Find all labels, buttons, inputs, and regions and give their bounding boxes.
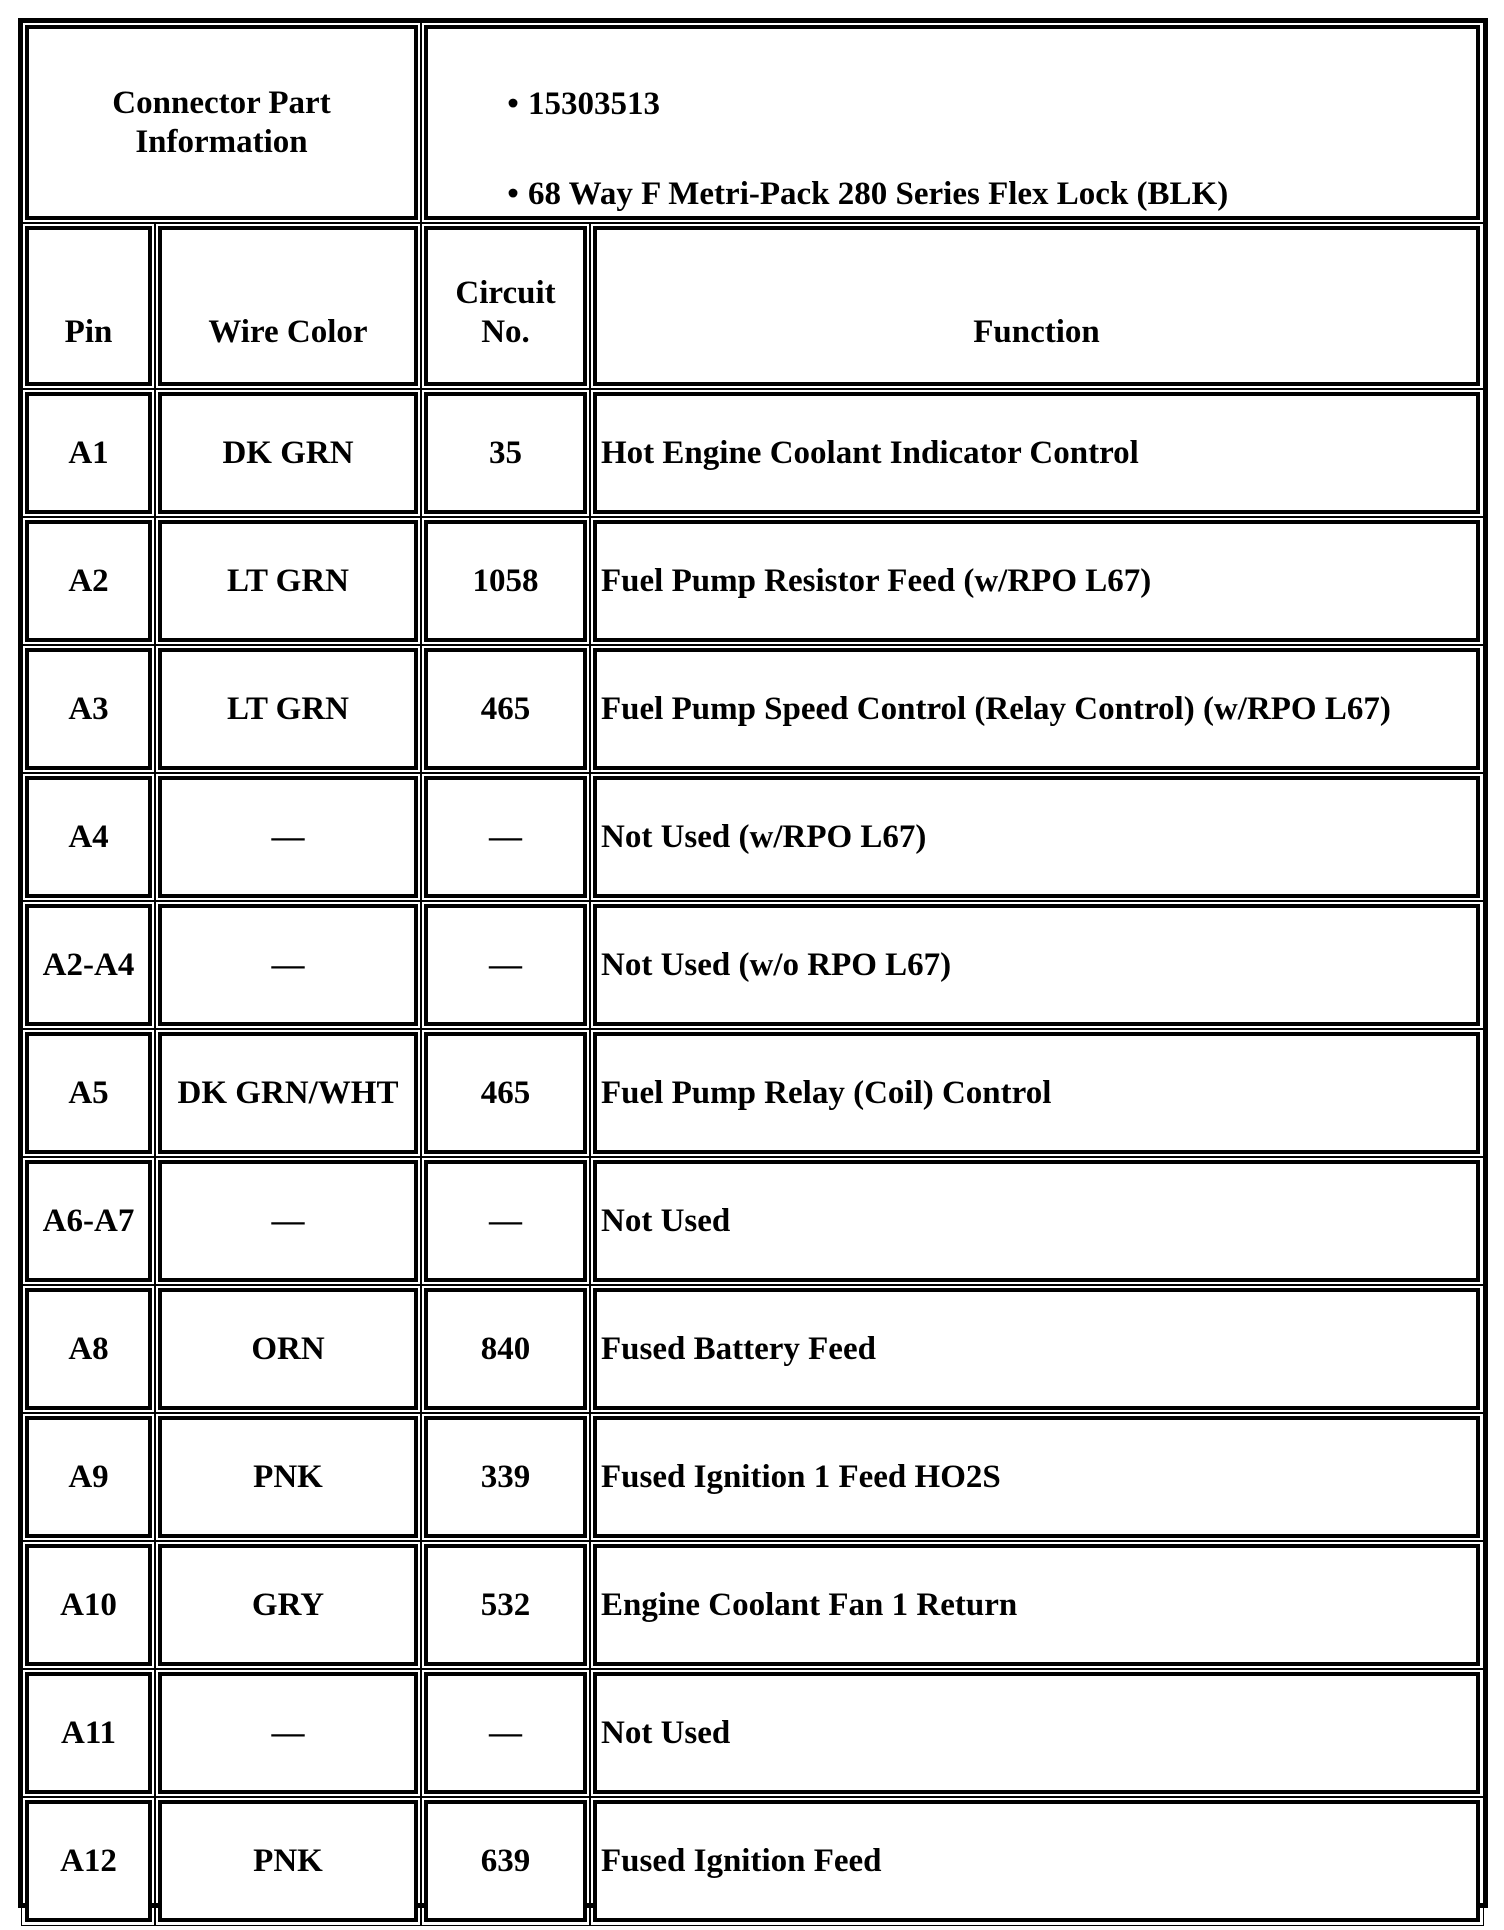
wire-color-text: — <box>271 946 305 983</box>
cell-wire-color <box>158 648 418 770</box>
connector-part-number <box>498 85 660 124</box>
cell-function <box>593 520 1480 642</box>
cell-pin <box>25 1800 152 1922</box>
cell-pin <box>25 1672 152 1794</box>
cell-wire-color <box>158 1032 418 1154</box>
cell-function <box>593 1160 1480 1282</box>
header-function <box>593 226 1480 386</box>
pin-text: A12 <box>60 1842 117 1879</box>
function-text: Not Used (w/RPO L67) <box>601 818 927 855</box>
cell-circuit <box>424 1032 587 1154</box>
pin-text: A10 <box>60 1586 117 1623</box>
cell-circuit <box>424 1672 587 1794</box>
wire-color-text: — <box>271 1714 305 1751</box>
cell-circuit <box>424 1160 587 1282</box>
function-text: Fuel Pump Speed Control (Relay Control) (w/RPO L67) <box>601 690 1391 727</box>
connector-info-list <box>424 25 1480 220</box>
header-pin-text: Pin <box>64 314 113 351</box>
cell-wire-color <box>158 1160 418 1282</box>
cell-wire-color <box>158 1544 418 1666</box>
cell-wire-color <box>158 1288 418 1410</box>
function-text: Fuel Pump Relay (Coil) Control <box>601 1074 1052 1111</box>
pin-text: A5 <box>68 1074 109 1111</box>
function-text: Not Used <box>601 1202 731 1239</box>
circuit-text: 465 <box>480 690 531 727</box>
cell-pin <box>25 904 152 1026</box>
connector-info-label <box>25 25 418 220</box>
cell-circuit <box>424 1544 587 1666</box>
cell-function <box>593 1288 1480 1410</box>
header-circuit-no <box>424 226 587 386</box>
pin-text: A6-A7 <box>42 1202 135 1239</box>
cell-function <box>593 1800 1480 1922</box>
cell-function <box>593 648 1480 770</box>
circuit-text: 1058 <box>472 562 539 599</box>
bullet-icon: • <box>507 86 519 122</box>
connector-description-text: 68 Way F Metri-Pack 280 Series Flex Lock (BLK) <box>528 176 1229 212</box>
pin-text: A4 <box>68 818 109 855</box>
cell-pin <box>25 392 152 514</box>
cell-function <box>593 904 1480 1026</box>
circuit-text: 639 <box>480 1842 531 1879</box>
cell-circuit <box>424 520 587 642</box>
pin-text: A8 <box>68 1330 109 1367</box>
cell-pin <box>25 1544 152 1666</box>
circuit-text: 840 <box>480 1330 531 1367</box>
cell-circuit <box>424 904 587 1026</box>
function-text: Fused Battery Feed <box>601 1330 876 1367</box>
circuit-text: — <box>489 1202 522 1239</box>
wire-color-text: PNK <box>253 1458 323 1495</box>
header-pin <box>25 226 152 386</box>
cell-circuit <box>424 392 587 514</box>
header-function-text: Function <box>973 314 1100 351</box>
pin-text: A2 <box>68 562 109 599</box>
cell-pin <box>25 520 152 642</box>
pin-text: A2-A4 <box>42 946 135 983</box>
connector-info-label-line1: Connector Part <box>112 84 331 121</box>
cell-function <box>593 392 1480 514</box>
cell-circuit <box>424 1288 587 1410</box>
cell-pin <box>25 1160 152 1282</box>
cell-wire-color <box>158 520 418 642</box>
cell-pin <box>25 1288 152 1410</box>
circuit-text: 35 <box>489 434 522 471</box>
cell-pin <box>25 1416 152 1538</box>
cell-wire-color <box>158 1800 418 1922</box>
circuit-text: 532 <box>480 1586 531 1623</box>
function-text: Engine Coolant Fan 1 Return <box>601 1586 1018 1623</box>
header-wire-color <box>158 226 418 386</box>
cell-wire-color <box>158 776 418 898</box>
cell-circuit <box>424 1800 587 1922</box>
circuit-text: — <box>489 946 522 983</box>
cell-wire-color <box>158 392 418 514</box>
wire-color-text: — <box>271 1202 305 1239</box>
function-text: Not Used (w/o RPO L67) <box>601 946 952 983</box>
pin-text: A9 <box>68 1458 109 1495</box>
wire-color-text: PNK <box>253 1842 323 1879</box>
cell-function <box>593 1032 1480 1154</box>
circuit-text: — <box>489 818 522 855</box>
function-text: Hot Engine Coolant Indicator Control <box>601 434 1139 471</box>
cell-wire-color <box>158 1672 418 1794</box>
function-text: Fused Ignition 1 Feed HO2S <box>601 1458 1001 1495</box>
cell-function <box>593 1544 1480 1666</box>
cell-function <box>593 1672 1480 1794</box>
header-circuit-line1: Circuit <box>455 275 556 312</box>
header-circuit-line2: No. <box>481 314 530 351</box>
function-text: Not Used <box>601 1714 731 1751</box>
wire-color-text: — <box>271 818 305 855</box>
wire-color-text: LT GRN <box>227 690 349 727</box>
cell-function <box>593 1416 1480 1538</box>
cell-circuit <box>424 1416 587 1538</box>
circuit-text: 465 <box>480 1074 531 1111</box>
cell-pin <box>25 1032 152 1154</box>
circuit-text: 339 <box>480 1458 531 1495</box>
pin-text: A3 <box>68 690 109 727</box>
pin-text: A11 <box>60 1714 116 1751</box>
cell-function <box>593 776 1480 898</box>
function-text: Fused Ignition Feed <box>601 1842 882 1879</box>
cell-wire-color <box>158 904 418 1026</box>
connector-part-number-text: 15303513 <box>528 86 660 122</box>
function-text: Fuel Pump Resistor Feed (w/RPO L67) <box>601 562 1152 599</box>
cell-circuit <box>424 648 587 770</box>
header-wire-color-text: Wire Color <box>208 314 368 351</box>
cell-pin <box>25 648 152 770</box>
cell-pin <box>25 776 152 898</box>
connector-description <box>498 175 1228 214</box>
wire-color-text: DK GRN <box>222 434 354 471</box>
cell-circuit <box>424 776 587 898</box>
cell-wire-color <box>158 1416 418 1538</box>
connector-info-label-line2: Information <box>135 123 308 160</box>
pin-text: A1 <box>68 434 109 471</box>
bullet-icon: • <box>507 176 519 212</box>
circuit-text: — <box>489 1714 522 1751</box>
wire-color-text: ORN <box>251 1330 325 1367</box>
wire-color-text: DK GRN/WHT <box>177 1074 399 1111</box>
wire-color-text: LT GRN <box>227 562 349 599</box>
wire-color-text: GRY <box>251 1586 325 1623</box>
